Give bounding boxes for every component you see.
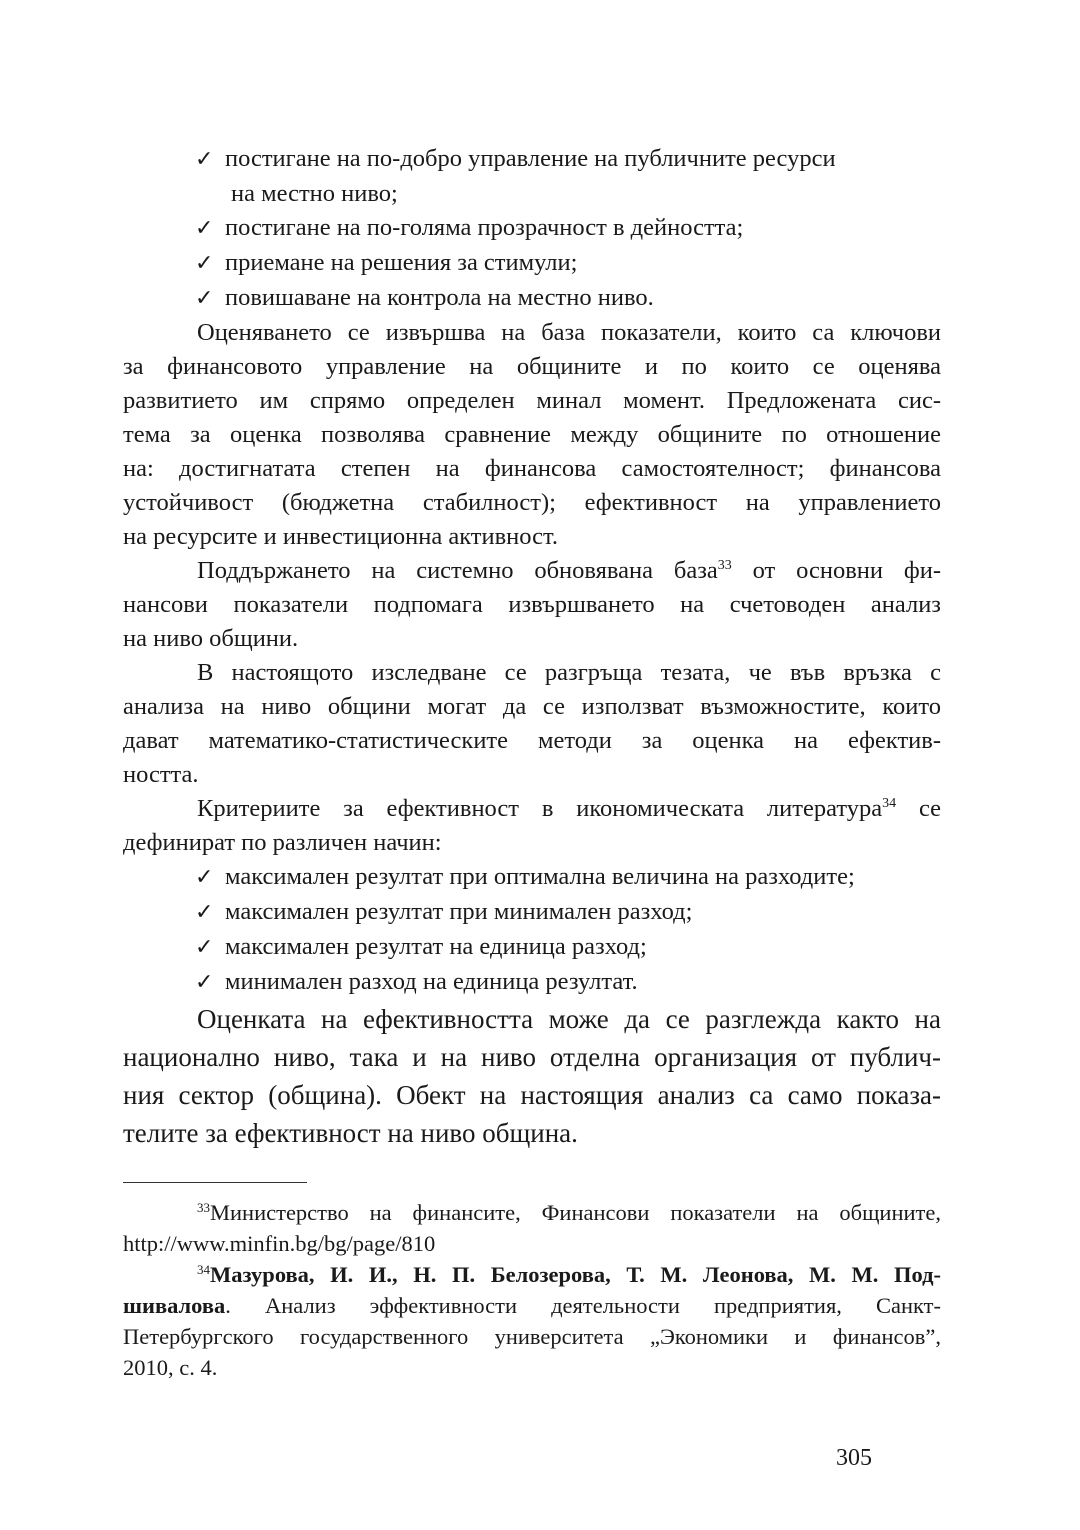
authors: Мазурова, И. И., Н. П. Белозерова, Т. М. Леонова, М. М. Под- [210, 1262, 941, 1287]
list-item: ✓ постигане на по-голяма прозрачност в дейността; [123, 211, 941, 246]
bullet-list-criteria [123, 860, 941, 1000]
text-line: Поддържането на системно обновявана база$^{33}$ от основни фи- [197, 557, 941, 584]
text-line: Оценката на ефективността може да се разглежда както на [197, 1004, 941, 1034]
checkmark-icon: ✓ [195, 251, 214, 276]
list-item: ✓ минимален разход на единица резултат. [123, 965, 941, 1000]
footnote-34 [123, 1259, 941, 1383]
list-item: ✓ повишаване на контрола на местно ниво. [123, 281, 941, 316]
list-item: ✓ приемане на решения за стимули; [123, 246, 941, 281]
paragraph-assessment [123, 316, 941, 554]
text-line: телите за ефективност на ниво община. [123, 1118, 578, 1148]
list-item: ✓ постигане на по-добро управление на публичните ресурси [123, 142, 941, 177]
bullet-list-top [123, 142, 941, 316]
list-item: ✓ максимален резултат при оптимална величина на разходите; [123, 860, 941, 895]
footnote-ref-34: 34 [882, 796, 897, 811]
checkmark-icon: ✓ [195, 286, 214, 311]
paragraph-evaluation [123, 1000, 941, 1152]
list-item: ✓ максимален резултат на единица разход; [123, 930, 941, 965]
text-line: В настоящото изследване се разгръща тезата, че във връзка с [197, 659, 941, 686]
paragraph-thesis [123, 656, 941, 792]
text-line: $^{33}$Министерство на финансите, Финансови показатели на общините, [197, 1200, 941, 1225]
checkmark-icon: ✓ [195, 216, 214, 241]
paragraph-criteria [123, 792, 941, 860]
text-line: Петербургского государственного университета „Экономики и финансов”, [123, 1324, 941, 1349]
checkmark-icon: ✓ [195, 147, 214, 172]
text-line: ността. [123, 761, 199, 788]
footnote-ref-33: 33 [717, 558, 732, 573]
text-line: развитието им спрямо определен минал момент. Предложената сис- [123, 387, 941, 414]
text-line: на ресурсите и инвестиционна активност. [123, 523, 559, 550]
text-line: $^{34}$Мазурова, И. И., Н. П. Белозерова, Т. М. Леонова, М. М. Под- [197, 1262, 941, 1287]
text-line: дават математико-статистическите методи за оценка на ефектив- [123, 727, 941, 754]
list-item: ✓ максимален резултат при минимален разход; [123, 895, 941, 930]
text-line: дефинират по различен начин: [123, 829, 442, 856]
text-line: за финансовото управление на общините и по които се оценява [123, 353, 941, 380]
footnote-separator [123, 1182, 307, 1183]
text-line: на: достигнатата степен на финансова самостоятелност; финансова [123, 455, 941, 482]
text-line: тема за оценка позволява сравнение между общините по отношение [123, 421, 941, 448]
list-item-continuation: на местно ниво; [231, 180, 398, 207]
page-body [123, 142, 941, 1383]
text-line: устойчивост (бюджетна стабилност); ефективност на управлението [123, 489, 941, 516]
text-line: Критериите за ефективност в икономическата литература$^{34}$ се [197, 795, 941, 822]
text-line: на ниво общини. [123, 625, 299, 652]
text-line: шивалова. Анализ эффективности деятельности предприятия, Санкт- [123, 1293, 941, 1318]
footnote-33 [123, 1197, 941, 1259]
page-number: 305 [836, 1445, 872, 1471]
checkmark-icon: ✓ [195, 935, 214, 960]
checkmark-icon: ✓ [195, 865, 214, 890]
footnote-link: http://www.minfin.bg/bg/page/810 [123, 1231, 436, 1256]
paragraph-database [123, 554, 941, 656]
text-line: ния сектор (община). Обект на настоящия анализ са само показа- [123, 1080, 941, 1110]
text-line: Оценяването се извършва на база показатели, които са ключови [197, 319, 941, 346]
text-line: национално ниво, така и на ниво отделна организация от публич- [123, 1042, 941, 1072]
checkmark-icon: ✓ [195, 900, 214, 925]
text-line: нансови показатели подпомага извършването на счетоводен анализ [123, 591, 941, 618]
text-line: 2010, с. 4. [123, 1355, 218, 1380]
checkmark-icon: ✓ [195, 970, 214, 995]
footnotes [123, 1197, 941, 1383]
text-line: анализа на ниво общини могат да се използват възможностите, които [123, 693, 941, 720]
